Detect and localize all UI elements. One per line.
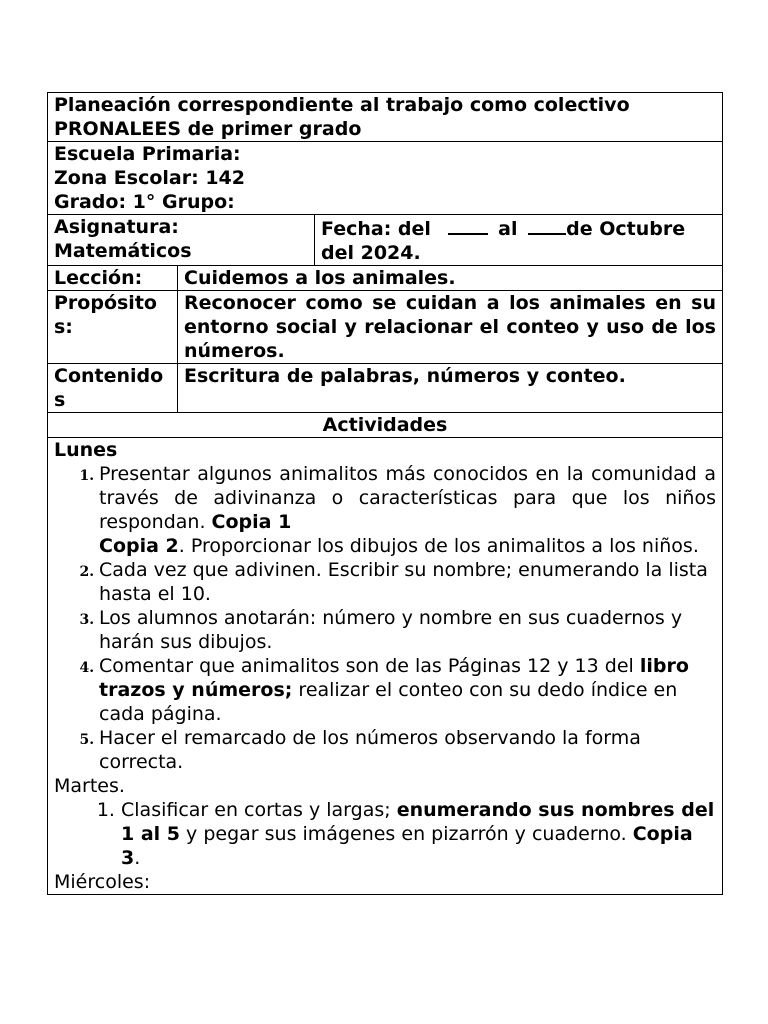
contents-value: Escritura de palabras, números y conteo. bbox=[178, 364, 723, 413]
date-month-year: de Octubre del 2024. bbox=[321, 218, 686, 264]
activity-text: y pegar sus imágenes en pizarrón y cuaderno. bbox=[180, 823, 633, 845]
subject-value: Matemáticos bbox=[54, 240, 192, 262]
tuesday-label: Martes. bbox=[54, 775, 125, 797]
activity-text: Comentar que animalitos son de las Páginas 12 y 13 del bbox=[99, 655, 640, 677]
date-to-blank bbox=[528, 215, 566, 235]
list-item: 2. Cada vez que adivinen. Escribir su nombre; enumerando la lista hasta el 10. bbox=[99, 558, 716, 606]
lesson-plan-table bbox=[47, 92, 723, 895]
date-cell bbox=[315, 215, 723, 266]
school-row bbox=[48, 142, 723, 215]
purpose-row bbox=[48, 291, 723, 364]
activity-text: . Proporcionar los dibujos de los animalitos a los niños. bbox=[178, 535, 699, 557]
contents-label: Contenidos bbox=[48, 364, 178, 413]
tuesday-activity-list bbox=[54, 798, 716, 870]
title-row bbox=[48, 93, 723, 142]
book-reference: libro trazos y números; bbox=[99, 655, 689, 701]
subject-cell bbox=[48, 215, 315, 266]
lesson-label: Lección: bbox=[48, 266, 178, 291]
list-item: 5. Hacer el remarcado de los números observando la forma correcta. bbox=[99, 726, 716, 774]
purpose-label: Propósitos: bbox=[48, 291, 178, 364]
contents-row bbox=[48, 364, 723, 413]
activities-cell bbox=[48, 438, 723, 895]
lesson-row bbox=[48, 266, 723, 291]
list-item bbox=[99, 462, 716, 558]
school-name-label: Escuela Primaria: bbox=[54, 143, 241, 165]
activity-text: realizar el conteo con su dedo índice en cada página. bbox=[99, 679, 678, 725]
copy-reference: Copia 3 bbox=[121, 823, 693, 869]
monday-activity-list bbox=[54, 462, 716, 774]
lesson-value: Cuidemos a los animales. bbox=[178, 266, 723, 291]
activity-text: Presentar algunos animalitos más conocidos en la comunidad a través de adivinanza o características para que los niños respondan. bbox=[99, 463, 716, 533]
school-zone: Zona Escolar: 142 bbox=[54, 167, 245, 189]
activities-heading-row bbox=[48, 413, 723, 438]
monday-label: Lunes bbox=[54, 439, 118, 461]
plan-title: Planeación correspondiente al trabajo como colectivo PRONALEES de primer grado bbox=[48, 93, 723, 142]
grade-group: Grado: 1° Grupo: bbox=[54, 191, 235, 213]
school-info bbox=[48, 142, 723, 215]
activity-emphasis: enumerando sus nombres del 1 al 5 bbox=[121, 799, 715, 845]
date-from-blank bbox=[448, 215, 488, 235]
wednesday-label: Miércoles: bbox=[54, 871, 151, 893]
subject-date-row bbox=[48, 215, 723, 266]
list-item: 3. Los alumnos anotarán: número y nombre en sus cuadernos y harán sus dibujos. bbox=[99, 606, 716, 654]
date-to-label: al bbox=[498, 218, 518, 240]
copy-reference: Copia 2 bbox=[99, 535, 179, 557]
activity-text: . bbox=[134, 847, 141, 869]
list-item bbox=[99, 654, 716, 726]
activities-row bbox=[48, 438, 723, 895]
activity-text: Clasificar en cortas y largas; bbox=[121, 799, 397, 821]
purpose-value: Reconocer como se cuidan a los animales en su entorno social y relacionar el conteo y uso de los números. bbox=[178, 291, 723, 364]
date-from-label: Fecha: del bbox=[321, 218, 431, 240]
copy-reference: Copia 1 bbox=[211, 511, 292, 533]
subject-label: Asignatura: bbox=[54, 216, 179, 238]
list-item bbox=[121, 798, 716, 870]
activities-heading: Actividades bbox=[48, 413, 723, 438]
